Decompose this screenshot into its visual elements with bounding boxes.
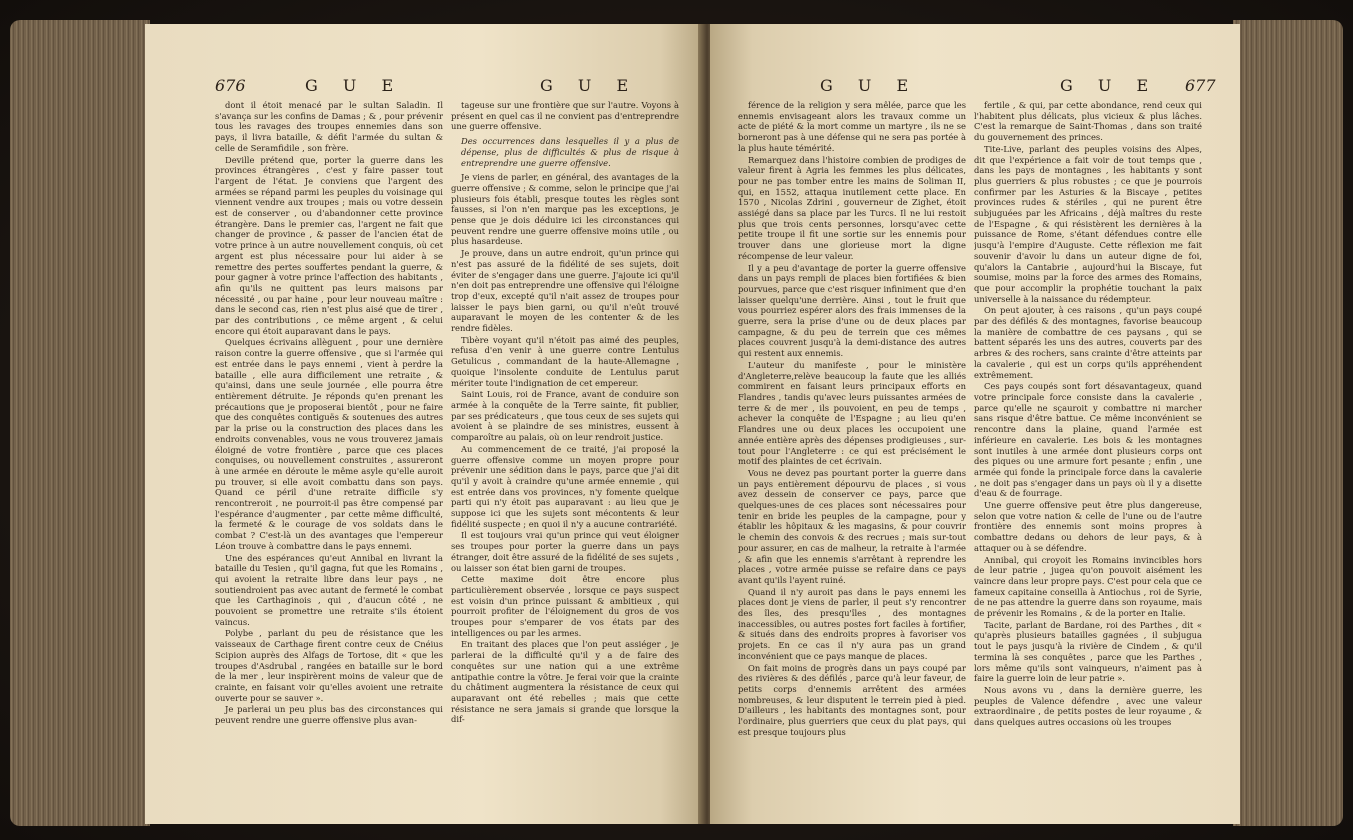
paragraph: Deville prétend que, porter la guerre dans les provinces étrangères , c'est y faire passer tout l'argent de l'état. Je conviens que l'argent des armées se répand parmi les peuples du voisinage qui viennent vendre aux troupes ; mais ou votre dessein est de conserver , ou d'abandonner cette province étrangère. Dans le premier cas, l'argent ne fait que changer de province , & passer de l'ancien état de votre prince à un autre nouvellement conquis, où cet argent est plus nécessaire pour lui aider à se remettre des pertes souffertes pendant la guerre, & pour gagner à votre prince l'affection des habitants , afin qu'ils ne quittent pas leurs maisons par nécessité , ou par haine , pour leur nouveau maître : dans le second cas, rien n'est plus aisé que de tirer , par des contributions , ce même argent , & celui encore qui étoit auparavant dans le pays.	[215, 154, 443, 336]
paragraph: Il y a peu d'avantage de porter la guerre offensive dans un pays rempli de places bien fortifiées & bien pourvues, parce que c'est risquer infiniment que d'en laisser quelqu'une derrière. Ainsi , tout le fruit que vous pourriez espérer alors des frais immenses de la guerre, sera la prise d'une ou de deux places par campagne, & du peu de terrein que ces mêmes places couvrent jusqu'à la demi-distance des autres qui restent aux ennemis.	[738, 262, 966, 359]
text-column-1	[738, 100, 966, 810]
section-heading: Des occurrences dans lesquelles il y a plus de dépense, plus de difficultés & plus de risque à entreprendre une guerre offensive.	[461, 136, 679, 168]
paragraph: On peut ajouter, à ces raisons , qu'un pays coupé par des défilés & des montagnes, favorise beaucoup la manière de combattre de ces paysans , qui se battent séparés les uns des autres, couverts par des arbres & des rochers, sans crainte d'être atteints par la cavalerie , qui est un corps qu'ils appréhendent extrêmement.	[974, 305, 1202, 380]
text-column-2	[451, 100, 679, 810]
paragraph: Polybe , parlant du peu de résistance que les vaisseaux de Carthage firent contre ceux de Cnéius Scipion auprès des Alfags de Tortose, dit « que les troupes d'Asdrubal , rangées en bataille sur le bord de la mer , leur inspirèrent moins de valeur que de crainte, en faisant voir qu'elles avoient une retraite ouverte pour se sauver ».	[215, 628, 443, 703]
text-column-2	[974, 100, 1202, 810]
running-head: G U E	[1060, 76, 1159, 95]
paragraph: Cette maxime doit être encore plus particulièrement observée , lorsque ce pays suspect est voisin d'un prince puissant & ambitieux , qui pourroit profiter de l'éloignement du gros de vos troupes pour s'emparer de vos états par des intelligences ou par les armes.	[451, 574, 679, 638]
paragraph: férence de la religion y sera mêlée, parce que les ennemis envisageant alors les travaux comme un acte de piété & la mort comme un martyre , ils ne se borneront pas à une défense qui ne sera pas portée à la plus haute témérité.	[738, 100, 966, 153]
page-number: 676	[215, 76, 246, 95]
paragraph: L'auteur du manifeste , pour le ministère d'Angleterre,relève beaucoup la faute que les alliés commirent en faisant leurs principaux efforts en Flandres , tandis qu'avec leurs puissantes armées de terre & de mer , ils pouvoient, en peu de temps , achever la conquête de l'Espagne ; au lieu qu'en Flandres une ou deux places les occupoient une année entière après des dépenses prodigieuses , sur-tout pour l'Angleterre : ce qui est précisément le motif des plaintes de cet écrivain.	[738, 359, 966, 467]
running-head: G U E	[305, 76, 404, 95]
page-number: 677	[1185, 76, 1216, 95]
paragraph: Je viens de parler, en général, des avantages de la guerre offensive ; & comme, selon le principe que j'ai plusieurs fois établi, presque toutes les règles sont fausses, si l'on n'en marque pas les exceptions, je pense que je dois déduire ici les circonstances qui peuvent rendre une guerre offensive moins utile , ou plus hasardeuse.	[451, 172, 679, 247]
paragraph: On fait moins de progrès dans un pays coupé par des rivières & des défilés , parce qu'à leur faveur, de petits corps d'ennemis arrêtent des armées nombreuses, & leur disputent le terrein pied à pied. D'ailleurs , les habitants des montagnes sont, pour l'ordinaire, plus guerriers que ceux du plat pays, qui est presque toujours plus	[738, 662, 966, 737]
paragraph: En traitant des places que l'on peut assiéger , je parlerai de la difficulté qu'il y a de faire des conquêtes sur une nation qui a une extrême antipathie contre la vôtre. Je ferai voir que la crainte du châtiment augmentera la résistance de ceux qui auparavant ont été rebelles ; mais que cette résistance ne sera jamais si grande que lorsque la dif-	[451, 639, 679, 725]
paragraph: Je prouve, dans un autre endroit, qu'un prince qui n'est pas assuré de la fidélité de ses sujets, doit éviter de s'engager dans une guerre. J'ajoute ici qu'il n'en doit pas entreprendre une offensive qui l'éloigne trop d'eux, excepté qu'il n'ait assez de troupes pour laisser le pays bien garni, ou qu'il n'eût trouvé auparavant le moyen de les contenter & de les rendre fidèles.	[451, 248, 679, 334]
running-head: G U E	[540, 76, 639, 95]
paragraph: Vous ne devez pas pourtant porter la guerre dans un pays entièrement dépourvu de places , si vous avez dessein de conserver ce pays, parce que quelques-unes de ces places sont nécessaires pour tenir en bride les peuples de la campagne, pour y établir les hôpitaux & les magasins, & pour couvrir le chemin des convois & des recrues ; mais sur-tout pour assurer, en cas de malheur, la retraite à l'armée , & afin que les ennemis s'arrêtant à reprendre les places , votre armée puisse se refaire dans ce pays avant qu'ils l'ayent ruiné.	[738, 467, 966, 585]
paragraph: Quelques écrivains allèguent , pour une dernière raison contre la guerre offensive , que si l'armée qui est entrée dans le pays ennemi , vient à perdre la bataille , elle aura difficilement une retraite , & qu'ainsi, dans une seule journée , elle pourra être entièrement détruite. Je réponds qu'en prenant les précautions que je proposerai bientôt , pour ne faire que des conquêtes contiguës & soutenues des autres par la prise ou la construction des places dans les endroits convenables, vous ne vous trouverez jamais éloigné de votre frontière , parce que ces places conquises, ou nouvellement construites , assureront à une armée en déroute le même asyle qu'elle auroit pu trouver, si elle avoit combattu dans son pays. Quand ce péril d'une retraite difficile s'y rencontreroit , ne pourroit-il pas être compensé par l'espérance d'augmenter , par cette même difficulté, la fermeté & le courage de vos soldats dans le combat ? C'est-là un des avantages que l'empereur Léon trouve à combattre dans le pays ennemi.	[215, 337, 443, 551]
paragraph: dont il étoit menacé par le sultan Saladin. Il s'avança sur les confins de Damas ; & , pour prévenir tous les ravages des troupes ennemies dans son pays, il livra bataille, & défit l'armée du sultan & celle de Seramfidile , son frère.	[215, 100, 443, 153]
paragraph: Je parlerai un peu plus bas des circonstances qui peuvent rendre une guerre offensive plus avan-	[215, 704, 443, 726]
paragraph: Saint Louis, roi de France, avant de conduire son armée à la conquête de la Terre sainte, fit publier, par ses prédicateurs , que tous ceux de ses sujets qui avoient à se plaindre de ses ministres, eussent à comparoître au palais, où on leur rendroit justice.	[451, 389, 679, 443]
paragraph: Remarquez dans l'histoire combien de prodiges de valeur firent à Agria les femmes les plus délicates, pour ne pas tomber entre les mains de Soliman II, qui, en 1552, attaqua inutilement cette place. En 1570 , Nicolas Zdrini , gouverneur de Zighet, étoit assiégé dans sa place par les Turcs. Il ne lui restoit plus que trois cents personnes, lorsqu'avec cette petite troupe il fit une sortie sur les ennemis pour trouver dans une glorieuse mort la digne récompense de leur valeur.	[738, 154, 966, 261]
paragraph: Ces pays coupés sont fort désavantageux, quand votre principale force consiste dans la cavalerie , parce qu'elle ne sçauroit y combattre ni marcher sans risque d'être battue. Ce même inconvénient se rencontre dans la plaine, quand l'armée est inférieure en cavalerie. Les bois & les montagnes sont inutiles à une armée dont plusieurs corps ont des piques ou une armure fort pesante ; enfin , une armée qui fonde la principale force dans la cavalerie , ne doit pas s'engager dans un pays où il y a disette d'eau & de fourrage.	[974, 381, 1202, 499]
paragraph: Au commencement de ce traité, j'ai proposé la guerre offensive comme un moyen propre pour prévenir une sédition dans le pays, parce que j'ai dit qu'il y avoit à craindre qu'une armée ennemie , qui est entrée dans vos provinces, n'y fomente quelque parti qui n'y étoit pas auparavant : au lieu que je suppose ici que les sujets sont mécontents & leur fidélité suspecte ; en quoi il n'y a aucune contrariété.	[451, 443, 679, 529]
open-book	[10, 14, 1343, 832]
paragraph: Annibal, qui croyoit les Romains invincibles hors de leur patrie , jugea qu'on pouvoit aisément les vaincre dans leur propre pays. C'est pour cela que ce fameux capitaine conseilla à Antiochus , roi de Syrie, de ne pas attendre la guerre dans son royaume, mais de prévenir les Romains , & de la porter en Italie.	[974, 554, 1202, 619]
paragraph: Il est toujours vrai qu'un prince qui veut éloigner ses troupes pour porter la guerre dans un pays étranger, doit être assuré de la fidélité de ses sujets , ou laisser son état bien garni de troupes.	[451, 530, 679, 573]
paragraph: Nous avons vu , dans la dernière guerre, les peuples de Valence défendre , avec une valeur extraordinaire , de petits postes de leur royaume , & dans quelques autres occasions où les troupes	[974, 684, 1202, 728]
page-edges-left	[10, 20, 150, 826]
left-page	[145, 24, 705, 824]
paragraph: Tite-Live, parlant des peuples voisins des Alpes, dit que l'expérience a fait voir de tout temps que , dans les pays de montagnes , les habitants y sont plus guerriers & plus robustes ; ce que je pourrois confirmer par les Asturies & la Biscaye , petites provinces rudes & stériles , qui ne purent être subjuguées par les Africains , déjà maîtres du reste de l'Espagne , & qui résistèrent les dernières à la puissance de Rome, s'étant défendues contre elle jusqu'à l'empire d'Auguste. Cette réflexion me fait souvenir d'avoir lu dans un auteur digne de foi, qu'alors la Cantabrie , aujourd'hui la Biscaye, fut soumise, moins par la force des armes des Romains, que pour accomplir la prophétie touchant la paix universelle à la naissance du rédempteur.	[974, 143, 1202, 304]
paragraph: Une des espérances qu'eut Annibal en livrant la bataille du Tesien , qu'il gagna, fut que les Romains , qui avoient la retraite libre dans leur pays , ne soutiendroient pas avec autant de fermeté le combat que les Carthaginois , qui , d'aucun côté , ne pouvoient se promettre une retraite s'ils étoient vaincus.	[215, 552, 443, 627]
page-edges-right	[1233, 20, 1343, 826]
text-column-1	[215, 100, 443, 810]
right-page	[710, 24, 1240, 824]
paragraph: tageuse sur une frontière que sur l'autre. Voyons à présent en quel cas il ne convient pas d'entreprendre une guerre offensive.	[451, 100, 679, 132]
paragraph: Tibère voyant qu'il n'étoit pas aimé des peuples, refusa d'en venir à une guerre contre Lentulus Getulicus , commandant de la haute-Allemagne , quoique l'insolente conduite de Lentulus parut mériter toute l'indignation de cet empereur.	[451, 334, 679, 388]
paragraph: fertile , & qui, par cette abondance, rend ceux qui l'habitent plus délicats, plus vicieux & plus lâches. C'est la remarque de Saint-Thomas , dans son traité du gouvernement des princes.	[974, 100, 1202, 143]
paragraph: Une guerre offensive peut être plus dangereuse, selon que votre nation & celle de l'une ou de l'autre frontière des ennemis sont moins propres à combattre dedans ou dehors de leur pays, & à attaquer ou à se défendre.	[974, 500, 1202, 553]
running-head: G U E	[820, 76, 919, 95]
paragraph: Quand il n'y auroit pas dans le pays ennemi les places dont je viens de parler, il peut s'y rencontrer des îles, des presqu'îles , des montagnes inaccessibles, ou autres postes fort faciles à fortifier, & situés dans des endroits propres à favoriser vos projets. En ce cas il n'y aura pas un grand inconvénient que ce pays manque de places.	[738, 586, 966, 661]
paragraph: Tacite, parlant de Bardane, roi des Parthes , dit « qu'après plusieurs batailles gagnées , il subjugua tout le pays jusqu'à la rivière de Cindem , & qu'il termina là ses conquêtes , parce que les Parthes , lors même qu'ils sont vainqueurs, n'aiment pas à faire la guerre loin de leur patrie ».	[974, 619, 1202, 684]
